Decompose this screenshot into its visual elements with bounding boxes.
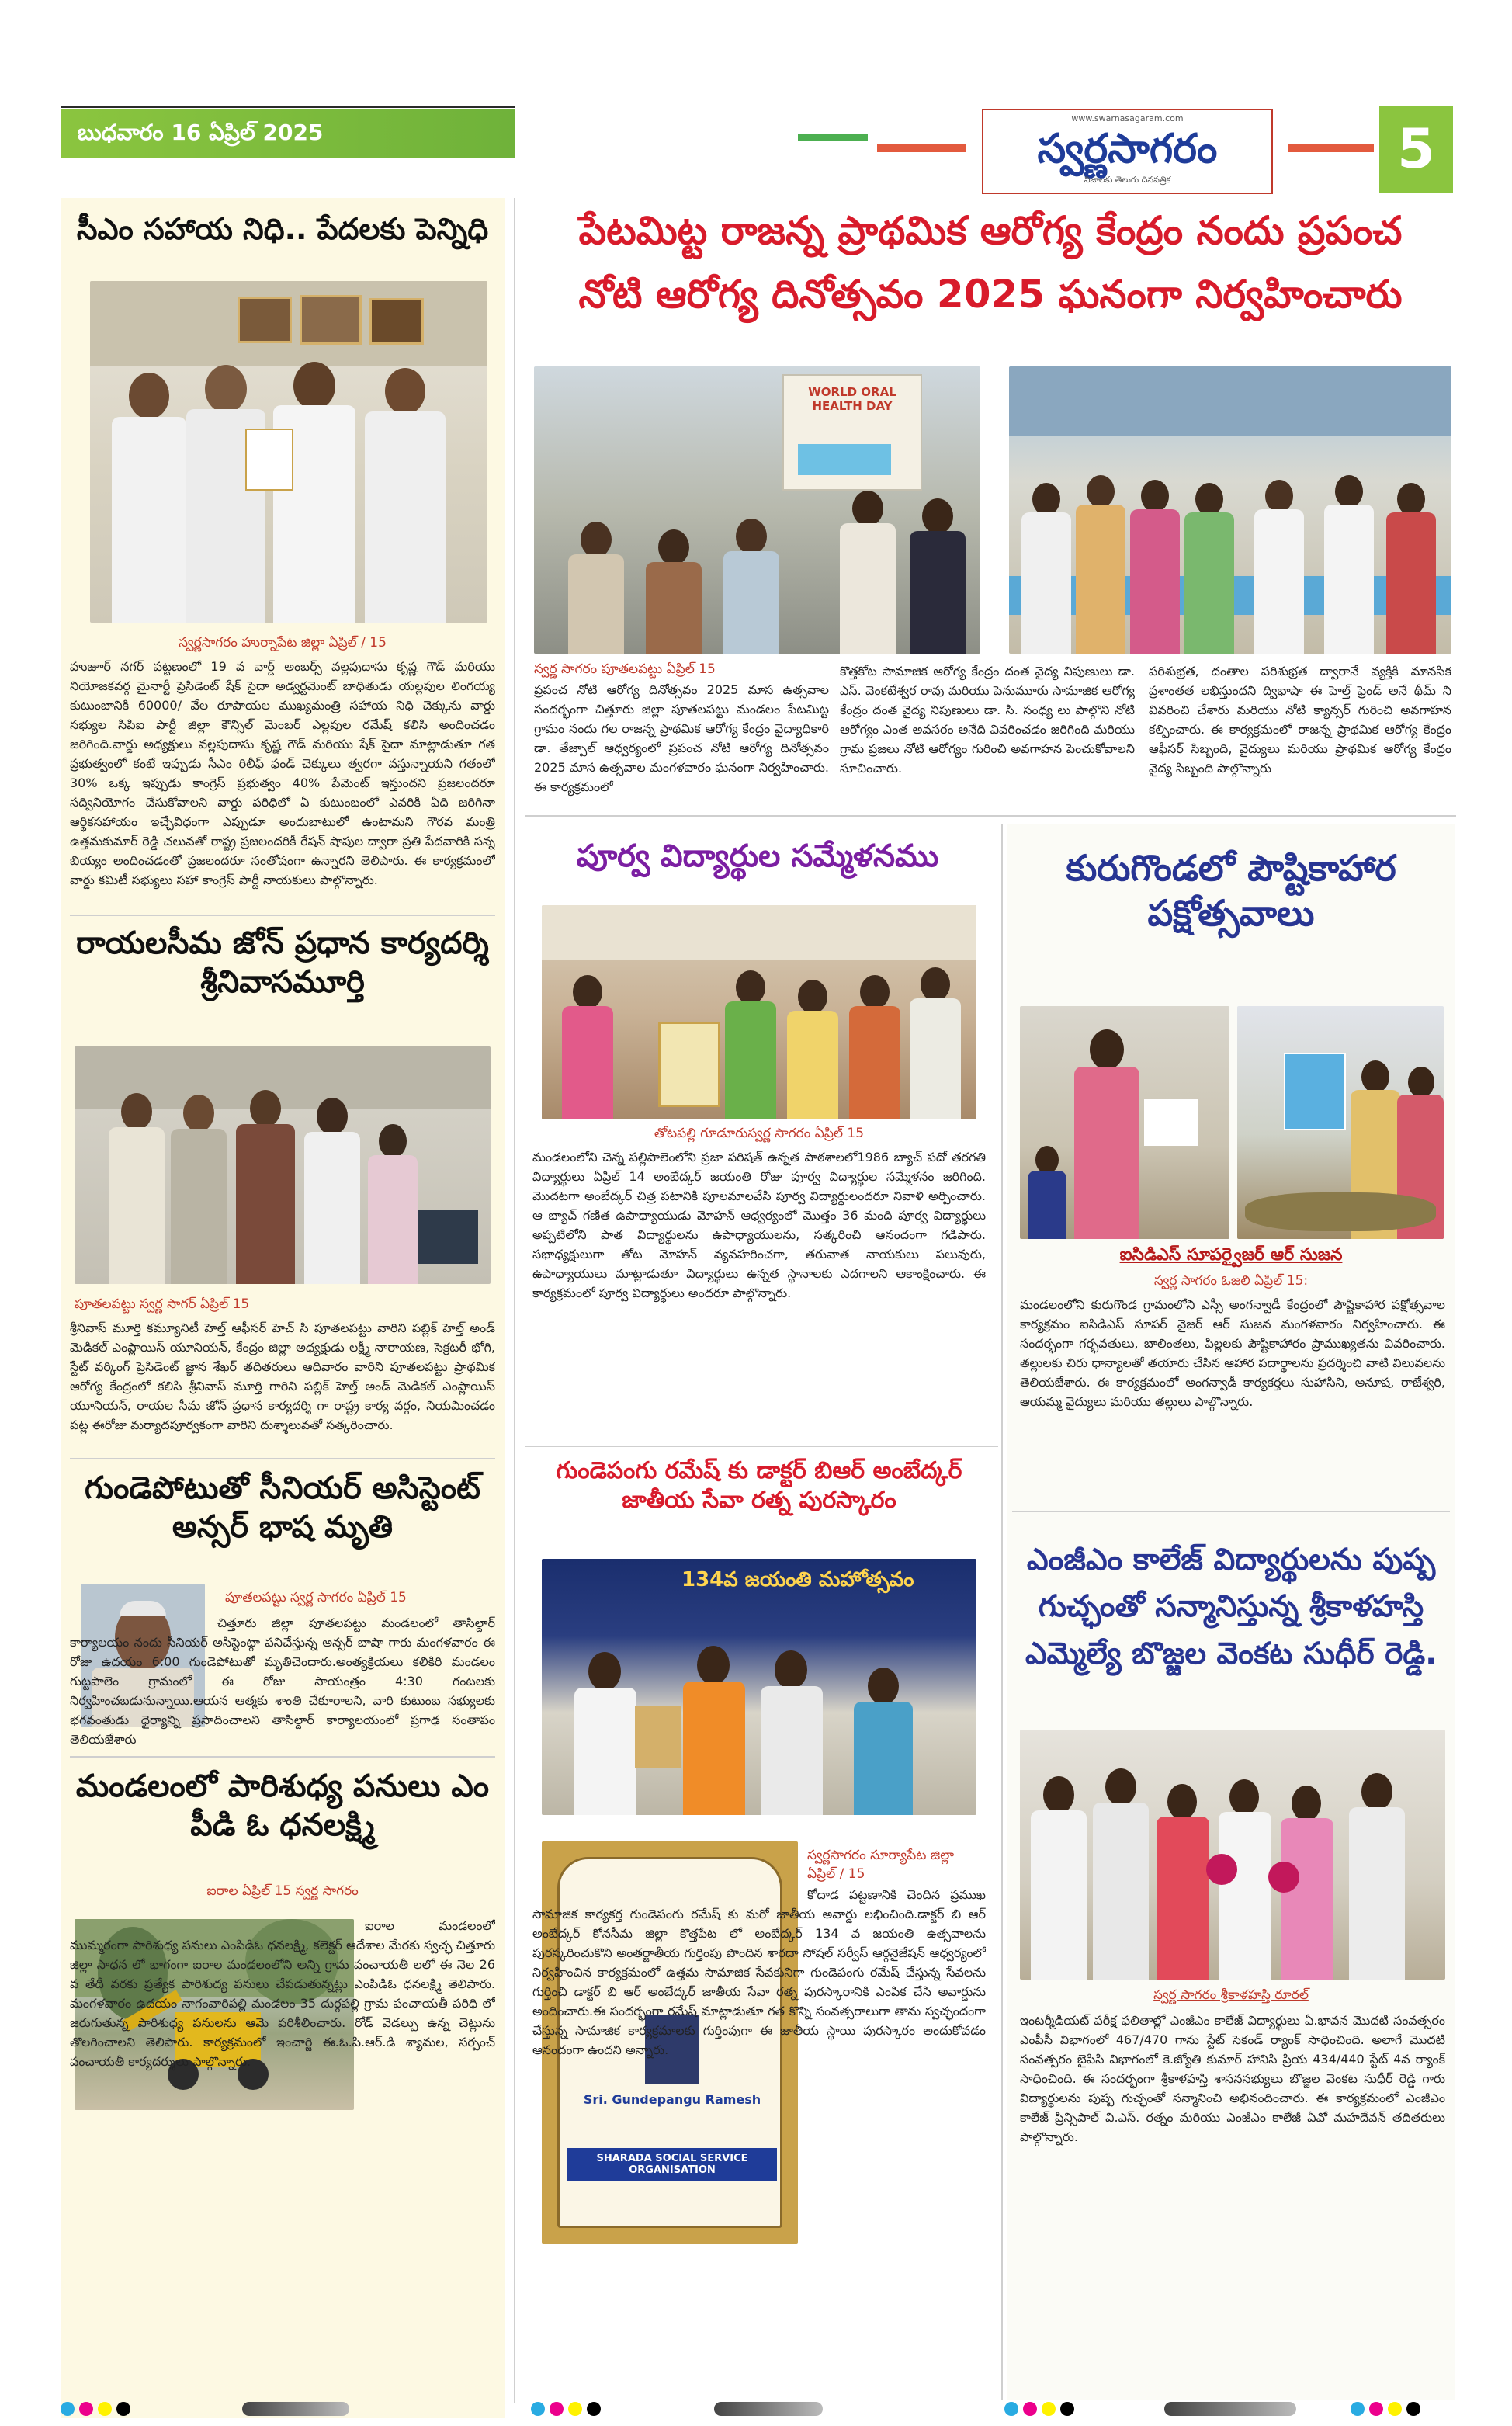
story-answer-basha-body: చిత్తూరు జిల్లా పూతలపట్టు మండలంలో తాసిల్దార్ కార్యాలయం నందు సీనియర్ అసిస్టెంట్గా పనిచేస్తున్న అన్సర్ బాషా గారు మంగళవారం ఈ రోజు ఉదయం 6:00 గుండెపోటుతో మృతిచెందారు.అంత్యక్రియలు కలికిరి మండలం గుట్టపాలెం గ్రామంలో ఈ రోజు సాయంత్రం 4:30 గంటలకు నిర్వహించబడునున్నాయి.ఆయన ఆత్మకు శాంతి చేకూరాలని, వారి కుటుంబ సభ్యులకు భగవంతుడు ధైర్యాన్ని ప్రసాదించాలని తాసిల్దార్ కార్యాలయంలో ప్రగాఢ సంతాపం తెలియజేశారు: [70, 1616, 495, 1747]
footer-color-marks-2: [531, 2400, 601, 2417]
story-answer-basha-dateline: పూతలపట్టు స్వర్ణ సాగరం ఏప్రిల్ 15: [225, 1590, 407, 1605]
nutrition-subhead: ఐసిడిఎస్ సూపర్వైజర్ ఆర్ సుజన: [1119, 1245, 1343, 1265]
nutrition-photo-right: [1237, 1006, 1444, 1239]
header-stripe-red-right: [1288, 144, 1374, 152]
top-story-photo-right: [1009, 366, 1451, 654]
left-divider-1: [70, 915, 495, 916]
story-cm-relief-headline: సీఎం సహాయ నిధి.. పేదలకు పెన్నిధి: [76, 212, 489, 246]
alumni-headline: పూర్వ విద్యార్థుల సమ్మేళనము: [576, 838, 939, 874]
award-dateline: స్వర్ణసాగరం సూర్యాపేట జిల్లా ఏప్రిల్ / 15: [807, 1848, 955, 1882]
footer-gray-bar-2: [714, 2402, 823, 2416]
story-answer-basha-headline: గుండెపోటుతో సీనియర్ అసిస్టెంట్ అన్సర్ భాష మృతి: [84, 1470, 480, 1545]
masthead-logo: [982, 109, 1273, 194]
alumni-photo: [542, 905, 976, 1119]
issue-date: బుధవారం 16 ఏప్రిల్ 2025: [78, 120, 324, 145]
top-story-bottom-rule: [525, 815, 1456, 817]
header-stripe-green: [798, 134, 868, 141]
footer-color-marks-3: [1004, 2400, 1074, 2417]
footer-gray-bar-1: [242, 2402, 349, 2416]
award-headline: గుండెపంగు రమేష్ కు డాక్టర్ బిఆర్ అంబేద్కర్ జాతీయ సేవా రత్న పురస్కారం: [556, 1457, 962, 1514]
top-story-headline-line2: నోటి ఆరోగ్య దినోత్సవం 2025 ఘనంగా నిర్వహించారు: [578, 272, 1403, 317]
top-story-headline-line1: పేటమిట్ట రాజన్న ప్రాథమిక ఆరోగ్య కేంద్రం నందు ప్రపంచ: [578, 208, 1403, 253]
footer-gray-bar-3: [1164, 2402, 1296, 2416]
header-top-rule: [61, 106, 515, 108]
story-sanitation-body: ఐరాల మండలంలో ముమ్మరంగా పారిశుధ్య పనులు ఎంపిడిఓ ధనలక్ష్మి, కలెక్టర్ ఆదేశాల మేరకు స్వచ్ఛ చిత్తూరు జిల్లా సాధన లో భాగంగా ఐరాల మండలంలోని అన్ని గ్రామ పంచాయతీ లలో ఈ నెల 26 వ తేదీ వరకు ప్రత్యేక పారిశుద్య పనులు చేపడుతున్నట్లు ఎంపిడిఓ ధనలక్ష్మి తెలిపారు. మంగళవారం ఉదయం నాగంవారిపల్లి మండలం 35 దుర్గపల్లి గ్రామ పంచాయతీ పరిధి లో జరుగుతున్న పారిశుధ్య పనులను ఆమె పరిశీలించారు. రోడ్ వెడల్పు ఉన్న చెట్లును తొలగించాలని తెలిపారు. కార్యక్రమంలో ఇంచార్జి ఈ.ఓ.పి.ఆర్.డి శ్యామల, సర్పంచ్ పంచాయతీ కార్యదర్శులు పాల్గొన్నారు.: [70, 1918, 495, 2069]
left-divider-2: [70, 1458, 495, 1459]
nutrition-body: మండలంలోని కురుగొండ గ్రామంలోని ఎస్సీ అంగన్వాడీ కేంద్రంలో పౌష్టికాహార పక్షోత్సవాల కార్యక్రమం ఐసిడిఎస్ సూపర్ వైజర్ ఆర్ సుజన మంగళవారం నిర్వహించారు. ఈ సందర్భంగా గర్భవతులు, బాలింతలు, పిల్లలకు పౌష్టికాహారం ప్రాముఖ్యతను వివరించారు. తల్లులకు చిరు ధాన్యాలతో తయారు చేసిన ఆహార పదార్థాలను ప్రదర్శించి వాటి విలువలను తెలియజేశారు. ఈ కార్యక్రమంలో అంగన్వాడీ కార్యకర్తలు సుహాసిని, అనూష, రాజేశ్వరి, ఆయమ్మ వైద్యులు మరియు తల్లులు పాల్గొన్నారు.: [1020, 1297, 1445, 1409]
story-rayalaseema-photo: [75, 1046, 491, 1284]
column-divider-left: [514, 198, 515, 2403]
story-rayalaseema-headline: రాయలసీమ జోన్ ప్రధాన కార్యదర్శి శ్రీనివాసమూర్తి: [76, 925, 489, 1000]
nutrition-headline: కురుగొండలో పౌష్టికాహార పక్షోత్సవాలు: [1066, 847, 1396, 934]
masthead-name: స్వర్ణసాగరం: [1037, 126, 1218, 172]
top-story-body-col3: పరిశుభ్రత, దంతాల పరిశుభ్రత ద్వారానే వ్యక్తికి మానసిక ప్రశాంతత లభిస్తుందని ద్విభాషా ఈ హెల్త్ ఫ్రెండ్ అనే థీమ్ ని వివరించి చేశారు మరియు నోటి క్యాన్సర్ గురించి అవగాహన కల్పించారు. ఈ కార్యక్రమంలో రాజన్న ప్రాథమిక ఆరోగ్య కేంద్రం ఆఫీసర్ సిబ్బంది, వైద్యులు మరియు ప్రాథమిక ఆరోగ్య కేంద్రం వైద్య సిబ్బంది పాల్గొన్నారు: [1149, 664, 1451, 776]
center-divider-1: [525, 1446, 998, 1447]
top-story-body-col2: కొత్తకోట సామాజిక ఆరోగ్య కేంద్రం దంత వైద్య నిపుణులు డా. ఎస్. వెంకటేశ్వర రావు మరియు పెనుమూరు సామాజిక ఆరోగ్య కేంద్రం దంత వైద్య నిపుణులు డా. సి. సంధ్య లు పాల్గొని నోటి ఆరోగ్యం ఎంత అవసరం అనేది వివరించడం జరిగింది మరియు గ్రామ ప్రజలు నోటి ఆరోగ్యం గురించి అవగాహన పెంచుకోవాలని సూచించారు.: [840, 664, 1135, 776]
story-cm-relief-photo: [90, 281, 487, 623]
award-ceremony-banner: 134వ జయంతి మహోత్సవం: [681, 1568, 914, 1591]
story-sanitation-dateline: ఐరాల ఏప్రిల్ 15 స్వర్ణ సాగరం: [206, 1883, 359, 1899]
column-divider-right: [1001, 824, 1003, 2400]
mgm-headline: ఎంజీఎం కాలేజ్ విద్యార్థులను పుష్ప గుచ్ఛంతో సన్మానిస్తున్న శ్రీకాళహస్తి ఎమ్మెల్యే బొజ్జల వెంకట సుధీర్ రెడ్డి.: [1025, 1543, 1437, 1671]
award-plaque-recipient: Sri. Gundepangu Ramesh: [583, 2092, 761, 2107]
story-cm-relief-dateline: స్వర్ణసాగరం హుర్నాపేట జిల్లా ఏప్రిల్ / 15: [179, 635, 387, 651]
header-stripe-red-left: [877, 144, 966, 152]
top-story-dateline: స్వర్ణ సాగరం పూతలపట్టు ఏప్రిల్ 15: [534, 661, 716, 677]
top-story-photo-left: [534, 366, 980, 654]
footer-color-marks-4: [1351, 2400, 1420, 2417]
mgm-photo: [1020, 1730, 1445, 1980]
top-story-photo-banner: WORLD ORAL HEALTH DAY: [808, 385, 896, 413]
nutrition-photo-left: [1020, 1006, 1229, 1239]
mgm-dateline: స్వర్ణ సాగరం శ్రీకాళహస్తి రూరల్: [1153, 1987, 1309, 2003]
award-body: కోదాడ పట్టణానికి చెందిన ప్రముఖ సామాజిక కార్యకర్త గుండెపంగు రమేష్ కు మరో జాతీయ అవార్డు లభించింది.డాక్టర్ బి ఆర్ అంబేద్కర్ కోనసీమ జిల్లా కొత్తపేట లో అంబేద్కర్ 134 వ జయంతి ఉత్సవాలను పురస్కరించుకొని అంతర్జాతీయ గుర్తింపు పొందిన శారదా సోషల్ సర్వీస్ ఆర్గనైజేషన్ ఆధ్వర్యంలో నిర్వహించిన కార్యక్రమంలో ఉత్తమ సామాజిక సేవకునిగా గుండెపంగు రమేష్ చేస్తున్న సేవలను గుర్తించి డాక్టర్ బి ఆర్ అంబేద్కర్ జాతీయ సేవా రత్న పురస్కారానికి ఎంపిక చేసి అవార్డును అందించారు.ఈ సందర్భంగా రమేష్ మాట్లాడుతూ గత కొన్ని సంవత్సరాలుగా తాను స్వచ్ఛందంగా చేస్తున్న సామాజిక కార్యక్రమాలకు గుర్తింపుగా ఈ జాతీయ స్థాయి పురస్కారం అందుకోవడం ఆనందంగా ఉందని అన్నారు.: [532, 1887, 986, 2057]
page-number: 5: [1379, 106, 1453, 193]
story-sanitation-headline: మండలంలో పారిశుధ్య పనులు ఎం పీడి ఓ ధనలక్ష్మి: [75, 1768, 490, 1843]
left-divider-3: [70, 1756, 495, 1758]
award-photo-ceremony: [542, 1559, 976, 1815]
story-rayalaseema-dateline: పూతలపట్టు స్వర్ణ సాగర్ ఏప్రిల్ 15: [75, 1296, 250, 1312]
story-rayalaseema-body: శ్రీనివాస్ మూర్తి కమ్యూనిటీ హెల్త్ ఆఫీసర్ హెచ్ సి పూతలపట్టు వారిని పబ్లిక్ హెల్త్ అండ్ మెడికల్ ఎంప్లాయిస్ యూనియన్, కేంద్రం జిల్లా అధ్యక్షుడు లక్ష్మీ నారాయణ, సెక్రటరీ భోగి, స్టేట్ వర్కింగ్ ప్రెసిడెంట్ జ్ఞాన శేఖర్ తదితరులు ఆదివారం వారిని పూతలపట్టు ప్రాథమిక ఆరోగ్య కేంద్రంలో కలిసి శ్రీనివాస్ మూర్తి గారిని పబ్లిక్ హెల్త్ అండ్ మెడికల్ ఎంప్లాయిస్ యూనియన్, రాయల సీమ జోన్ ప్రధాన కార్యదర్శి గా రాష్ట్ర కార్య వర్గం, నియమించడం పట్ల ఈరోజు మర్యాదపూర్వకంగా వారిని దుశ్శాలువతో సత్కరించారు.: [70, 1321, 495, 1432]
mgm-body: ఇంటర్మీడియట్ పరీక్ష ఫలితాల్లో ఎంజీఎం కాలేజ్ విద్యార్థులు ఏ.భావన మొదటి సంవత్సరం ఎంపీసీ విభాగంలో 467/470 గాను స్టేట్ సెకండ్ ర్యాంక్ సాధించింది. అలాగే మొదటి సంవత్సరం బైపిసి విభాగంలో కె.జ్యోతి కుమార్ హానిసి ప్రియ 434/440 స్టేట్ 4వ ర్యాంక్ సాధించింది. ఈ సందర్భంగా శ్రీకాళహస్తి శాసనసభ్యులు బొజ్జల వెంకట సుధీర్ రెడ్డి గారు విద్యార్థులను పుష్ప గుచ్ఛంతో సన్మానించి అభినందించారు. ఈ కార్యక్రమంలో ఎంజీఎం కాలేజ్ ప్రిన్సిపాల్ వి.ఎస్. రత్నం మరియు ఎంజీఎం కాలేజీ ఏవో మహదేవన్ తదితరులు పాల్గొన్నారు.: [1020, 2013, 1445, 2144]
footer-color-marks-1: [61, 2400, 130, 2417]
right-divider-1: [1012, 1511, 1450, 1512]
masthead-tagline: www.swarnasagaram.com: [1071, 113, 1184, 123]
alumni-body: మండలంలోని చెన్న పల్లిపాలెంలోని ప్రజా పరిషత్ ఉన్నత పాఠశాలలో1986 బ్యాచ్ పదో తరగతి విద్యార్థులు ఏప్రిల్ 14 అంబేద్కర్ జయంతి రోజు పూర్వ విద్యార్థుల సమ్మేళనం జరిగింది. మొదటగా అంబేద్కర్ చిత్ర పటానికి పూలమాలవేసి పూర్వ విద్యార్థులందరూ నివాళి అర్పించారు. ఆ బ్యాచ్ గణిత ఉపాధ్యాయుడు మోహన్ ఆధ్వర్యంలో మొత్తం 36 మంది పూర్వ విద్యార్థులు అప్పటిలోని పాత విద్యార్థులను ఉపాధ్యాయులను, సత్కరించి ఆనందంగా గడిపారు. సభాధ్యక్షులుగా తోట మోహన్ వ్యవహరించగా, తరువాత నాయకులు పలువురు, ఉపాధ్యాయులు మాట్లాడుతూ విద్యార్థులు ఉన్నత స్థానాలకు ఎదగాలని ఆకాంక్షించారు. ఈ కార్యక్రమంలో పూర్వ విద్యార్థులు అందరూ పాల్గొన్నారు.: [532, 1150, 986, 1300]
date-bar: [61, 109, 515, 158]
masthead-subtitle: నిజాలకు తెలుగు దినపత్రిక: [1084, 175, 1171, 185]
top-story-body-col1: ప్రపంచ నోటి ఆరోగ్య దినోత్సవం 2025 మాస ఉత్సవాల సందర్భంగా చిత్తూరు జిల్లా పూతలపట్టు మండలం పేటమిట్ట గ్రామం నందు గల రాజన్న ప్రాథమిక ఆరోగ్య కేంద్రం వైద్యాధికారి డా. తేజ్పాల్ ఆధ్వర్యంలో ప్రపంచ నోటి ఆరోగ్య దినోత్సవం 2025 మాస ఉత్సవాల మంగళవారం ఘనంగా నిర్వహించారు. ఈ కార్యక్రమంలో: [534, 682, 829, 794]
nutrition-dateline: స్వర్ణ సాగరం ఓజలి ఏప్రిల్ 15:: [1153, 1273, 1309, 1289]
alumni-dateline: తోటపల్లి గూడూరుస్వర్ణ సాగరం ఏప్రిల్ 15: [654, 1126, 865, 1141]
story-cm-relief-body: హుజూర్ నగర్ పట్టణంలో 19 వ వార్డ్ అంబర్స్ వల్లపుదాసు కృష్ణ గౌడ్ మరియు నియోజకవర్గ మైనార్టీ ప్రెసిడెంట్ షేక్ సైదా అడ్వర్టమెంట్ బాధితుడు యల్లపుల లింగయ్య కుటుంబానికి 60000/ వేల రూపాయల ముఖ్యమంత్రి సహాయ నిధి చెక్కును వార్డు సభ్యుల సిపిఐ పార్టీ జిల్లా కౌన్సిల్ మెంబర్ ఎల్లపుల రమేష్ కలిసి అందించడం జరిగింది.వార్డు అధ్యక్షులు వల్లపుదాసు కృష్ణ గౌడ్ మరియు షేక్ సైదా మాట్లాడుతూ గత ప్రభుత్వంలో కంటే ఇప్పుడు సీఎం రిలీఫ్ ఫండ్ చెక్కులు త్వరగా వస్తున్నాయని గతంలో 30% ఒక్క ఇప్పుడు కాంగ్రెస్ ప్రభుత్వం 40% పేమెంట్ ఇస్తుందని ప్రజలందరూ సద్వినియోగం చేసుకోవాలని వార్డు పరిధిలో ఏ కుటుంబంలో ఎవరికి ఏది జరిగినా ఆర్థికసహాయం ఇచ్చేవిధంగా ఎప్పుడూ అందుబాటులో ఉంటామని గౌరవ మంత్రి ఉత్తమకుమార్ రెడ్డి చలువతో రాష్ట్ర ప్రజలందరికీ రేషన్ షాపుల ద్వారా ప్రతి పేదవారికి సన్న బియ్యం అందించడంతో ప్రజలందరూ సంతోషంగా ఉన్నారని తెలిపారు. ఈ కార్యక్రమంలో వార్డు కమిటీ సభ్యులు సహా కాంగ్రెస్ పార్టీ నాయకులు పాల్గొన్నారు.: [70, 659, 495, 887]
award-plaque-org: SHARADA SOCIAL SERVICE ORGANISATION: [567, 2148, 777, 2181]
